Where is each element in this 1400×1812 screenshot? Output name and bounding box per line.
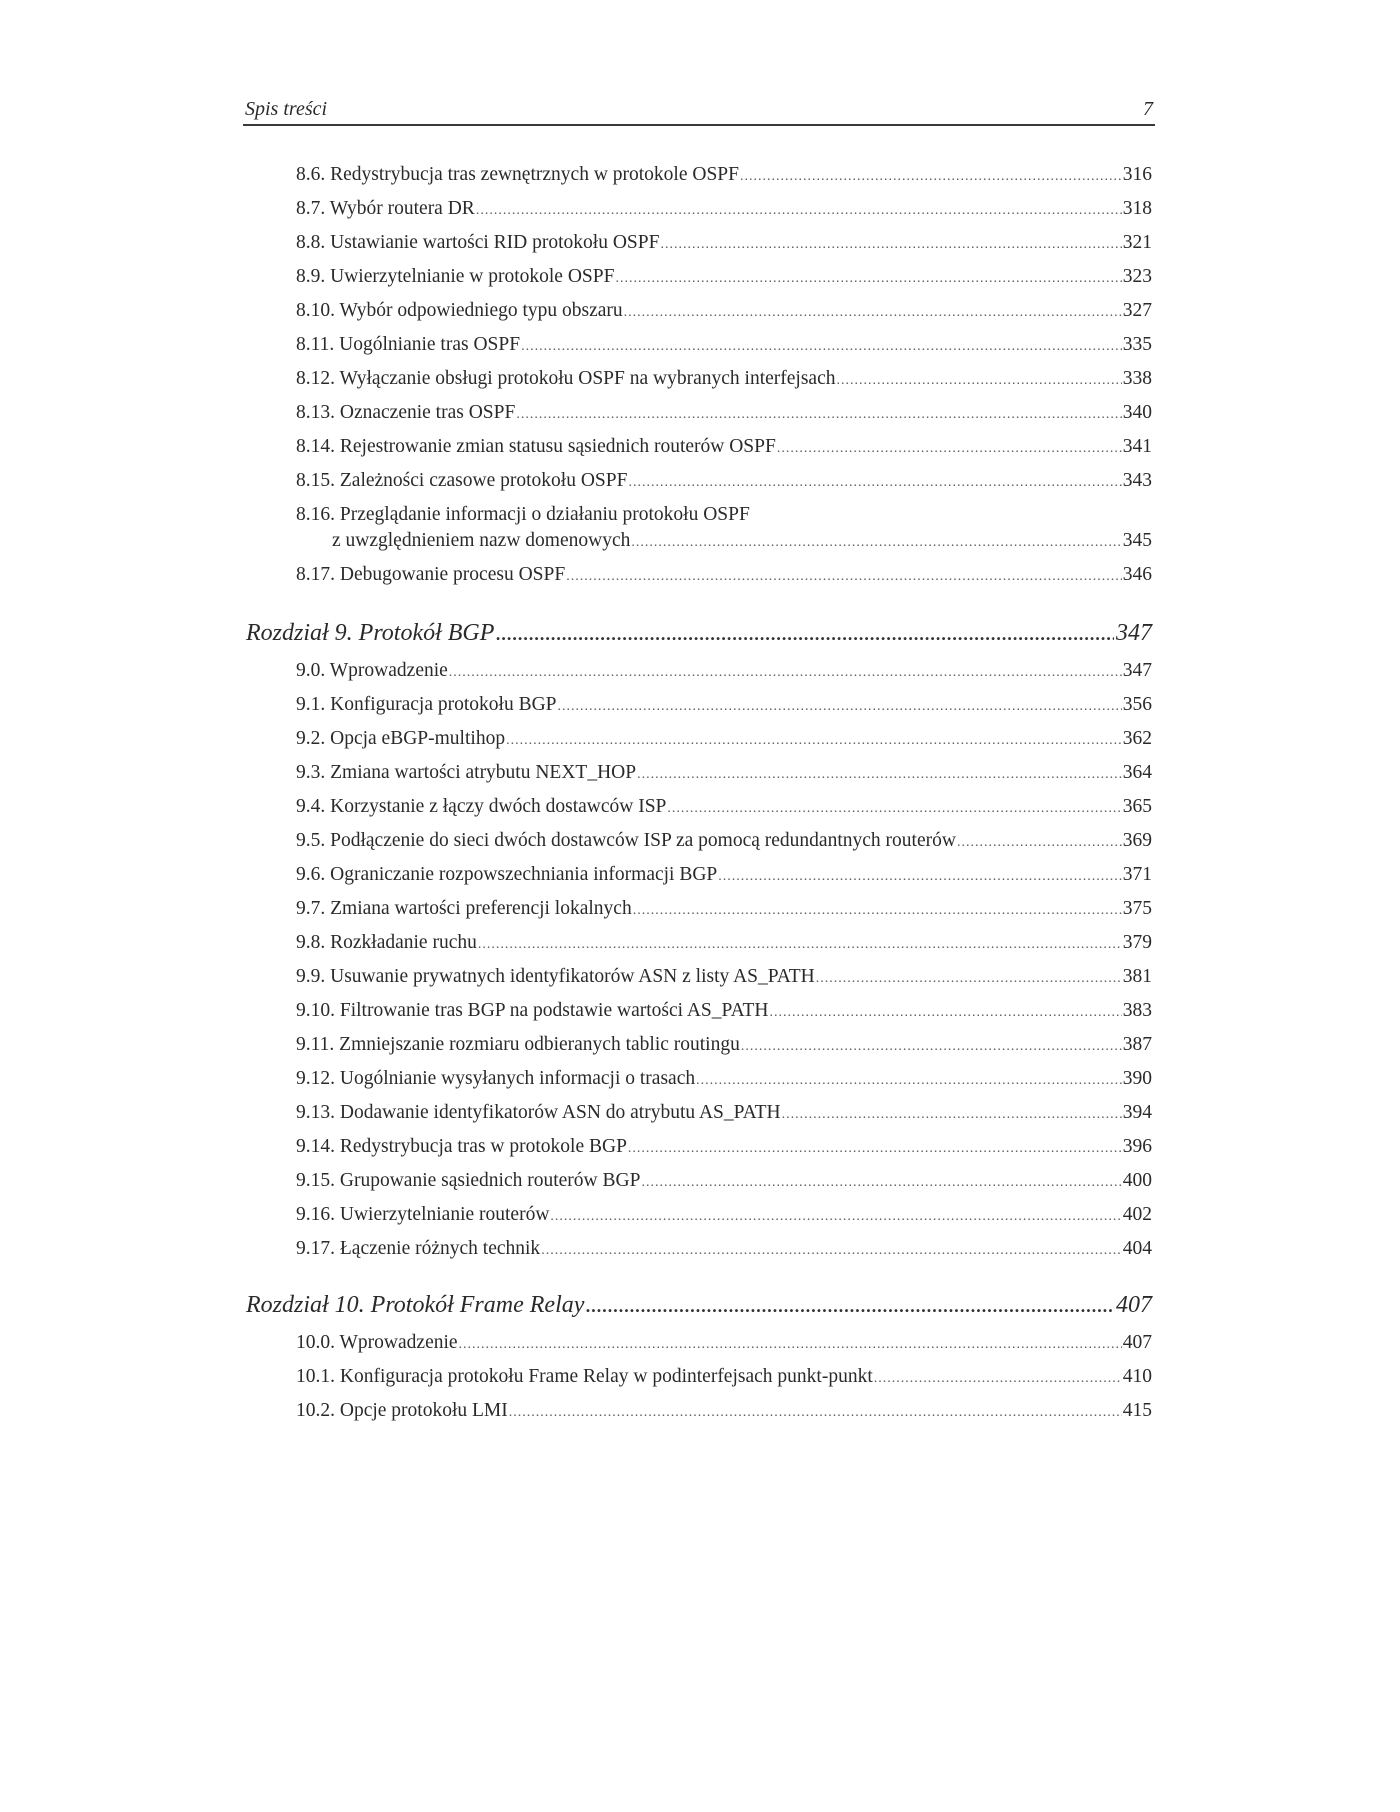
dot-leader [637,762,1122,788]
toc-entry-page: 343 [1122,470,1152,491]
dot-leader [633,898,1122,924]
toc-entry-page: 327 [1122,300,1152,321]
toc-entry-page: 335 [1122,334,1152,355]
toc-entry-title: 8.9. Uwierzytelnianie w protokole OSPF [296,266,615,287]
toc-entry[interactable] [296,726,1152,754]
toc-entry-title: 8.17. Debugowanie procesu OSPF [296,564,566,585]
toc-entry[interactable] [296,1236,1152,1264]
toc-entry[interactable] [296,1168,1152,1196]
toc-entry-title: 8.13. Oznaczenie tras OSPF [296,402,516,423]
toc-entry-multiline[interactable] [296,502,1152,554]
toc-entry-title: 9.5. Podłączenie do sieci dwóch dostawców ISP za pomocą redundantnych routerów [296,830,956,851]
toc-entry-page: 323 [1122,266,1152,287]
dot-leader [478,932,1122,958]
toc-entry-page: 318 [1122,198,1152,219]
toc-entry[interactable] [296,828,1152,856]
dot-leader [615,266,1121,292]
dot-leader [521,334,1122,360]
chapter-heading-9[interactable] [246,617,1152,650]
toc-entry[interactable] [296,862,1152,890]
dot-leader [628,470,1121,496]
dot-leader [624,300,1122,326]
toc-entry-line2 [296,528,1152,556]
toc-entry-page: 365 [1122,796,1152,817]
toc-entry-title: 10.1. Konfiguracja protokołu Frame Relay w podinterfejsach punkt-punkt [296,1366,873,1387]
toc-entry-title: 9.6. Ograniczanie rozpowszechniania informacji BGP [296,864,718,885]
toc-entry-title: 9.4. Korzystanie z łączy dwóch dostawców ISP [296,796,667,817]
dot-leader [836,368,1121,394]
dot-leader [667,796,1121,822]
toc-entry-title: 9.1. Konfiguracja protokołu BGP [296,694,557,715]
toc-entry-page: 383 [1122,1000,1152,1021]
toc-entry-title: 9.11. Zmniejszanie rozmiaru odbieranych tablic routingu [296,1034,740,1055]
toc-entry[interactable] [296,1398,1152,1426]
toc-entry-title: 9.9. Usuwanie prywatnych identyfikatorów ASN z listy AS_PATH [296,966,815,987]
toc-entry-page: 381 [1122,966,1152,987]
chapter-page: 407 [1116,1292,1152,1318]
toc-entry-title: 10.0. Wprowadzenie [296,1332,458,1353]
toc-entry-page: 346 [1122,564,1152,585]
dot-leader [957,830,1122,856]
header-page-number: 7 [1143,98,1153,120]
dot-leader [777,436,1122,462]
toc-entry[interactable] [296,332,1152,360]
toc-entry[interactable] [296,930,1152,958]
toc-entry-title-line1: 8.16. Przeglądanie informacji o działaniu protokołu OSPF [296,504,750,525]
dot-leader [741,1034,1122,1060]
toc-entry-title: 9.14. Redystrybucja tras w protokole BGP [296,1136,627,1157]
dot-leader [566,564,1122,590]
toc-entry[interactable] [296,1202,1152,1230]
dot-leader [718,864,1121,890]
toc-entry-title: 8.6. Redystrybucja tras zewnętrznych w protokole OSPF [296,164,739,185]
toc-entry[interactable] [296,998,1152,1026]
toc-entry-page: 362 [1122,728,1152,749]
toc-entry-title-line2: z uwzględnieniem nazw domenowych [332,530,631,551]
toc-entry-page: 407 [1122,1332,1152,1353]
toc-entry[interactable] [296,366,1152,394]
chapter-title: Rozdział 10. Protokół Frame Relay [246,1292,585,1318]
toc-entry-title: 9.15. Grupowanie sąsiednich routerów BGP [296,1170,641,1191]
toc-entry-title: 8.10. Wybór odpowiedniego typu obszaru [296,300,623,321]
toc-entry-title: 9.12. Uogólnianie wysyłanych informacji o trasach [296,1068,696,1089]
toc-entry-title: 8.14. Rejestrowanie zmian statusu sąsiednich routerów OSPF [296,436,776,457]
dot-leader [628,1136,1122,1162]
toc-entry-page: 356 [1122,694,1152,715]
dot-leader [770,1000,1122,1026]
toc-entry[interactable] [296,400,1152,428]
toc-entry-page: 316 [1122,164,1152,185]
toc-entry-title: 8.7. Wybór routera DR [296,198,475,219]
toc-entry-title: 9.8. Rozkładanie ruchu [296,932,477,953]
toc-entry[interactable] [296,1032,1152,1060]
toc-entry-page: 396 [1122,1136,1152,1157]
toc-entry[interactable] [296,1364,1152,1392]
toc-entry[interactable] [296,794,1152,822]
toc-entry[interactable] [296,658,1152,686]
toc-entry[interactable] [296,230,1152,258]
dot-leader [509,1400,1122,1426]
toc-entry-page: 390 [1122,1068,1152,1089]
dot-leader [541,1238,1122,1264]
toc-entry-page: 394 [1122,1102,1152,1123]
chapter-title: Rozdział 9. Protokół BGP [246,620,495,646]
toc-entry-title: 9.10. Filtrowanie tras BGP na podstawie wartości AS_PATH [296,1000,769,1021]
toc-entry[interactable] [296,1100,1152,1128]
toc-entry-page: 341 [1122,436,1152,457]
toc-entry[interactable] [296,264,1152,292]
toc-entry-page: 402 [1122,1204,1152,1225]
dot-leader [506,728,1122,754]
toc-entry-page: 371 [1122,864,1152,885]
toc-entry[interactable] [296,562,1152,590]
toc-entry-title: 9.16. Uwierzytelnianie routerów [296,1204,550,1225]
toc-entry-page: 321 [1122,232,1152,253]
toc-entry-title: 8.11. Uogólnianie tras OSPF [296,334,521,355]
toc-entry-page: 347 [1122,660,1152,681]
toc-entry[interactable] [296,298,1152,326]
toc-entry-page: 340 [1122,402,1152,423]
toc-entry-title: 8.8. Ustawianie wartości RID protokołu OSPF [296,232,660,253]
toc-entry[interactable] [296,434,1152,462]
toc-entry-page: 400 [1122,1170,1152,1191]
toc-entry-title: 9.2. Opcja eBGP-multihop [296,728,506,749]
dot-leader [740,164,1122,190]
dot-leader [586,1290,1114,1322]
toc-entry-page: 387 [1122,1034,1152,1055]
toc-entry[interactable] [296,468,1152,496]
dot-leader [459,1332,1122,1358]
dot-leader [660,232,1121,258]
chapter-heading-10[interactable] [246,1289,1152,1322]
dot-leader [550,1204,1121,1230]
dot-leader [696,1068,1122,1094]
toc-entry-page: 379 [1122,932,1152,953]
dot-leader [874,1366,1122,1392]
toc-entry-page: 345 [1122,530,1152,551]
toc-entry-page: 369 [1122,830,1152,851]
header-section-title: Spis treści [245,98,328,120]
toc-entry[interactable] [296,1330,1152,1358]
dot-leader [516,402,1121,428]
dot-leader [496,618,1114,650]
dot-leader [782,1102,1122,1128]
dot-leader [631,530,1121,556]
dot-leader [558,694,1122,720]
toc-entry[interactable] [296,1134,1152,1162]
toc-entry[interactable] [296,196,1152,224]
toc-entry-page: 415 [1122,1400,1152,1421]
toc-entry-title: 9.0. Wprowadzenie [296,660,448,681]
toc-entry-title: 9.7. Zmiana wartości preferencji lokalnych [296,898,632,919]
toc-entry-title: 10.2. Opcje protokołu LMI [296,1400,508,1421]
dot-leader [641,1170,1121,1196]
toc-entry-title: 8.12. Wyłączanie obsługi protokołu OSPF na wybranych interfejsach [296,368,836,389]
dot-leader [476,198,1122,224]
dot-leader [816,966,1122,992]
toc-entry-title: 9.3. Zmiana wartości atrybutu NEXT_HOP [296,762,637,783]
toc-entry[interactable] [296,1066,1152,1094]
toc-entry-title: 9.13. Dodawanie identyfikatorów ASN do atrybutu AS_PATH [296,1102,781,1123]
toc-entry-title: 9.17. Łączenie różnych technik [296,1238,541,1259]
toc-entry[interactable] [296,692,1152,720]
toc-entry-page: 410 [1122,1366,1152,1387]
toc-entry[interactable] [296,760,1152,788]
toc-entry-title: 8.15. Zależności czasowe protokołu OSPF [296,470,628,491]
toc-entry-page: 338 [1122,368,1152,389]
toc-entry[interactable] [296,964,1152,992]
toc-entry-page: 364 [1122,762,1152,783]
toc-entry[interactable] [296,162,1152,190]
dot-leader [449,660,1122,686]
chapter-page: 347 [1116,620,1152,646]
toc-entry-page: 404 [1122,1238,1152,1259]
toc-entry-page: 375 [1122,898,1152,919]
toc-entry[interactable] [296,896,1152,924]
